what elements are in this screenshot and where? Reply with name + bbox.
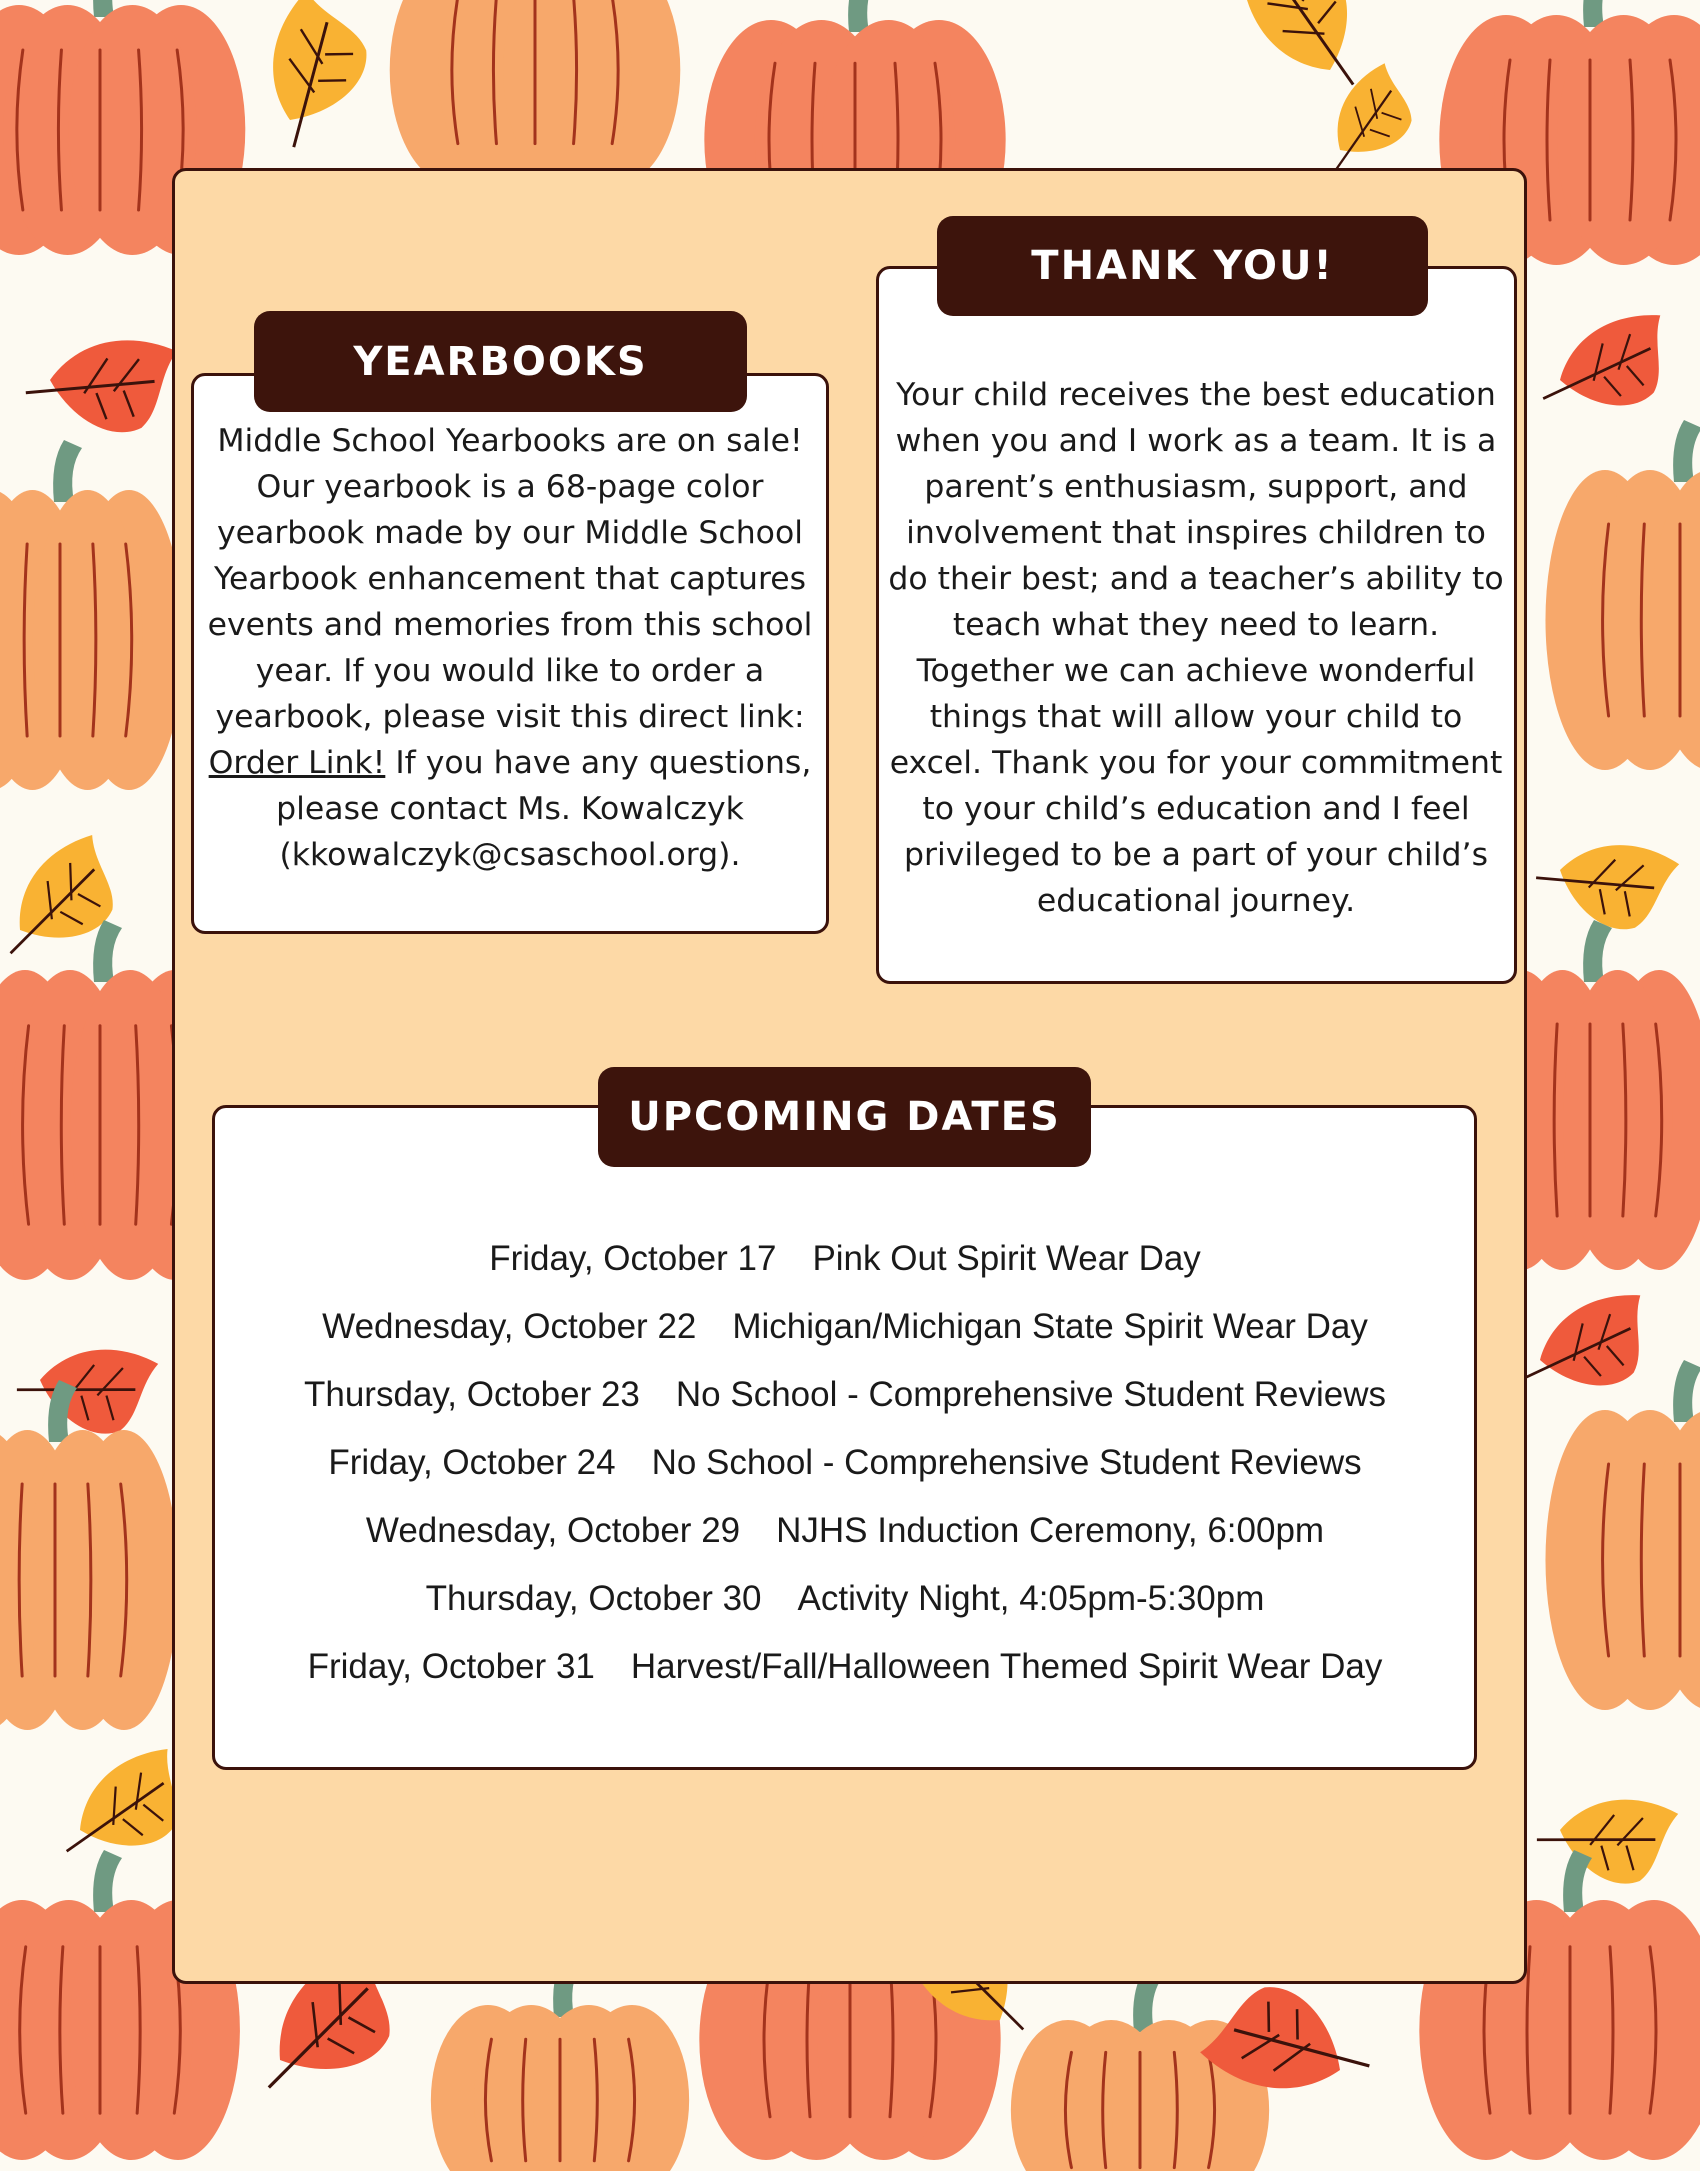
yearbooks-heading: YEARBOOKS [254,311,747,412]
yearbooks-text [203,418,817,878]
pumpkin-icon [1545,420,1700,770]
event-date: Wednesday, October 22 [322,1307,697,1346]
pumpkin-icon [0,440,184,790]
leaf-icon [1529,817,1680,942]
date-row [215,1429,1475,1497]
event-date: Thursday, October 23 [304,1375,640,1414]
event-description: NJHS Induction Ceremony, 6:00pm [776,1511,1325,1550]
event-description: No School - Comprehensive Student Reviews [651,1443,1362,1482]
thank-you-heading: THANK YOU! [937,216,1428,316]
event-date: Thursday, October 30 [425,1579,762,1618]
pumpkin-icon [1545,1360,1700,1710]
thank-you-text: Your child receives the best education when you and I work as a team. It is a parent’s enthusiasm, support, and involvement that inspires children to do their best; and a teacher’s ability to teach what they need to learn. Together we can achieve wonderful things that will allow your child to excel. Thank you for your commitment to your child’s education and I feel privileged to be a part of your child’s educational journey. [888,377,1504,919]
leaf-icon [1512,1292,1655,1399]
event-date: Friday, October 31 [307,1647,595,1686]
leaf-icon [1531,1777,1679,1894]
date-row [215,1361,1475,1429]
yearbooks-text-intro: Middle School Yearbooks are on sale! Our yearbook is a 68-page color yearbook made by our Middle School Yearbook enhancement that captures events and memories from this school year. If you would like to order a yearbook, please visit this direct link: [207,423,813,735]
upcoming-dates-heading: UPCOMING DATES [598,1067,1091,1167]
event-description: Harvest/Fall/Halloween Themed Spirit Wear Day [630,1647,1383,1686]
date-row [215,1633,1475,1701]
upcoming-dates-list [215,1225,1475,1701]
event-date: Friday, October 17 [489,1239,777,1278]
leaf-icon [22,323,178,440]
event-description: Activity Night, 4:05pm-5:30pm [797,1579,1265,1618]
event-description: Michigan/Michigan State Spirit Wear Day [732,1307,1368,1346]
order-link[interactable]: Order Link! [208,745,386,781]
date-row [215,1225,1475,1293]
yearbooks-text-contact: If you have any questions, please contact Ms. Kowalczyk (kkowalczyk@csaschool.org). [276,745,812,873]
date-row [215,1565,1475,1633]
event-date: Friday, October 24 [328,1443,616,1482]
event-description: Pink Out Spirit Wear Day [812,1239,1201,1278]
leaf-icon [1301,61,1428,183]
pumpkin-icon [431,1955,689,2171]
date-row [215,1293,1475,1361]
event-date: Wednesday, October 29 [365,1511,741,1550]
leaf-icon [0,832,133,971]
event-description: No School - Comprehensive Student Reviews [675,1375,1386,1414]
leaf-icon [11,1327,159,1444]
pumpkin-icon [0,1380,179,1730]
leaf-icon [1532,312,1675,419]
leaf-icon [232,0,384,159]
pumpkin-icon [390,0,681,185]
date-row [215,1497,1475,1565]
